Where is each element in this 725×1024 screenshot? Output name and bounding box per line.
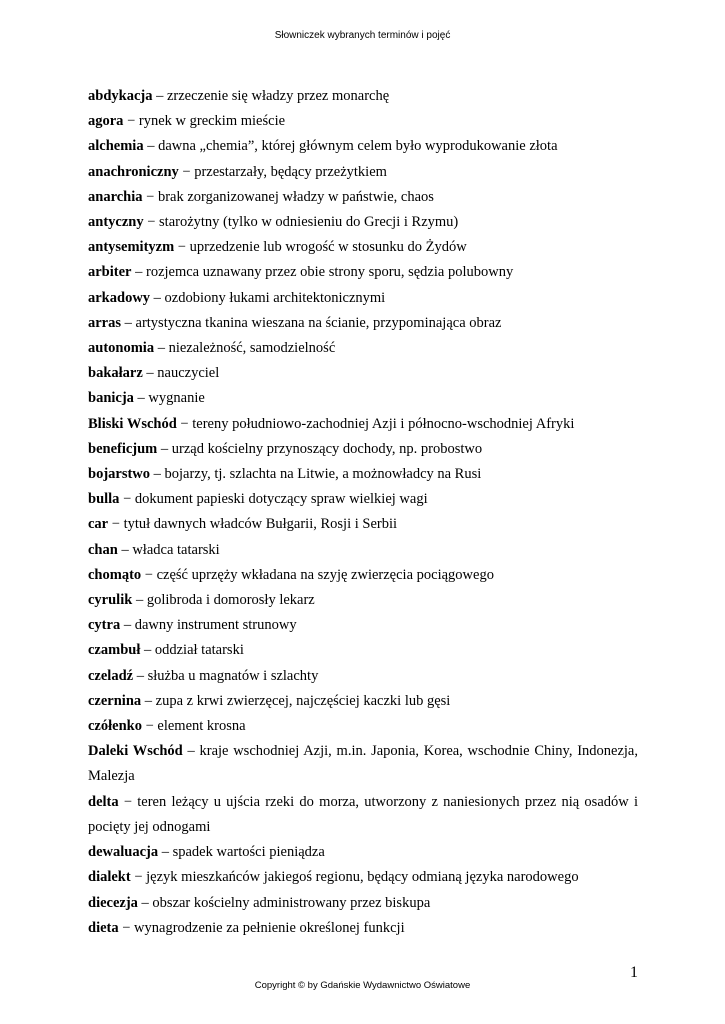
glossary-separator: − [176, 415, 193, 432]
glossary-entry [88, 891, 638, 916]
glossary-definition: starożytny (tylko w odniesieniu do Grecji i Rzymu) [159, 214, 459, 231]
glossary-definition: uprzedzenie lub wrogość w stosunku do Żydów [189, 239, 467, 256]
glossary-definition: dokument papieski dotyczący spraw wielkiej wagi [134, 491, 428, 508]
glossary-entry [88, 664, 638, 689]
glossary-definition: obszar kościelny administrowany przez biskupa [152, 894, 431, 911]
glossary-separator: – [158, 844, 173, 861]
glossary-term: beneficjum [88, 440, 158, 457]
glossary-definition: ozdobiony łukami architektonicznymi [164, 289, 386, 306]
glossary-separator: − [130, 869, 147, 886]
glossary-definition: nauczyciel [157, 365, 220, 382]
glossary-term: czambuł [88, 642, 141, 659]
glossary-term: banicja [88, 390, 134, 407]
glossary-entry [88, 109, 638, 134]
glossary-separator: − [108, 516, 124, 533]
glossary-entry [88, 588, 638, 613]
glossary-separator: – [140, 642, 155, 659]
glossary-entry [88, 840, 638, 865]
glossary-term: dewaluacja [88, 844, 159, 861]
glossary-separator: − [143, 214, 160, 231]
glossary-list [88, 84, 638, 941]
glossary-separator: − [118, 919, 135, 936]
glossary-definition: teren leżący u ujścia rzeki do morza, utworzony z naniesionych przez nią osadów i pocięty jej odnogami [88, 793, 638, 835]
glossary-term: arkadowy [88, 289, 151, 306]
glossary-separator: – [150, 466, 165, 483]
glossary-term: delta [88, 793, 119, 810]
glossary-definition: rozjemca uznawany przez obie strony sporu, sędzia polubowny [145, 264, 514, 281]
glossary-term: Bliski Wschód [88, 415, 177, 432]
glossary-separator: – [152, 88, 167, 104]
glossary-term: arras [88, 314, 122, 331]
glossary-definition: zrzeczenie się władzy przez monarchę [166, 88, 390, 104]
glossary-entry [88, 638, 638, 663]
glossary-entry [88, 538, 638, 563]
glossary-definition: zupa z krwi zwierzęcej, najczęściej kaczki lub gęsi [155, 692, 451, 709]
glossary-definition: kraje wschodniej Azji, m.in. Japonia, Korea, wschodnie Chiny, Indonezja, Malezja [88, 743, 638, 785]
glossary-entry [88, 160, 638, 185]
glossary-separator: − [119, 491, 135, 508]
glossary-term: diecezja [88, 894, 138, 911]
glossary-term: bojarstwo [88, 466, 151, 483]
glossary-entry [88, 260, 638, 285]
glossary-definition: oddział tatarski [154, 642, 244, 659]
glossary-term: car [88, 516, 109, 533]
glossary-entry [88, 361, 638, 386]
glossary-definition: władca tatarski [132, 541, 220, 558]
glossary-entry [88, 613, 638, 638]
glossary-separator: − [141, 718, 158, 735]
glossary-entry [88, 134, 638, 159]
glossary-term: czeladź [88, 667, 134, 684]
glossary-entry [88, 865, 638, 890]
glossary-entry [88, 412, 638, 437]
glossary-entry [88, 916, 638, 941]
glossary-entry [88, 336, 638, 361]
glossary-definition: urząd kościelny przynoszący dochody, np. probostwo [171, 440, 483, 457]
glossary-term: anachroniczny [88, 163, 179, 180]
glossary-definition: dawny instrument strunowy [134, 617, 297, 634]
glossary-entry [88, 462, 638, 487]
glossary-term: antysemityzm [88, 239, 175, 256]
glossary-definition: bojarzy, tj. szlachta na Litwie, a możnowładcy na Rusi [164, 466, 482, 483]
glossary-separator: – [141, 692, 156, 709]
glossary-term: agora [88, 113, 124, 130]
glossary-separator: – [143, 138, 159, 155]
glossary-definition: część uprzęży wkładana na szyję zwierzęcia pociągowego [156, 566, 494, 583]
glossary-term: bulla [88, 491, 120, 508]
glossary-separator: – [157, 440, 172, 457]
glossary-definition: tytuł dawnych władców Bułgarii, Rosji i Serbii [123, 516, 398, 533]
glossary-separator: − [178, 163, 195, 180]
glossary-term: chan [88, 541, 118, 558]
glossary-separator: – [120, 617, 135, 634]
glossary-term: autonomia [88, 340, 155, 357]
glossary-separator: – [182, 743, 200, 760]
glossary-entry [88, 487, 638, 512]
glossary-term: alchemia [88, 138, 144, 155]
glossary-term: bakałarz [88, 365, 143, 382]
glossary-entry [88, 563, 638, 588]
glossary-separator: – [133, 667, 148, 684]
glossary-separator: – [142, 365, 158, 382]
glossary-entry [88, 790, 638, 840]
glossary-separator: − [118, 793, 138, 810]
glossary-separator: − [174, 239, 190, 256]
glossary-term: dialekt [88, 869, 131, 886]
glossary-term: anarchia [88, 188, 143, 205]
glossary-separator: − [142, 188, 158, 205]
glossary-separator: – [121, 314, 136, 331]
glossary-definition: brak zorganizowanej władzy w państwie, chaos [157, 188, 434, 205]
glossary-definition: rynek w greckim mieście [138, 113, 286, 130]
glossary-term: czernina [88, 692, 142, 709]
glossary-term: Daleki Wschód [88, 743, 183, 760]
glossary-definition: tereny południowo-zachodniej Azji i północno-wschodniej Afryki [192, 415, 575, 432]
glossary-term: chomąto [88, 566, 142, 583]
page-number: 1 [630, 964, 638, 981]
glossary-separator: – [154, 340, 169, 357]
glossary-entry [88, 210, 638, 235]
glossary-definition: służba u magnatów i szlachty [147, 667, 319, 684]
glossary-definition: niezależność, samodzielność [168, 340, 336, 357]
glossary-separator: – [137, 894, 153, 911]
glossary-definition: przestarzały, będący przeżytkiem [194, 163, 387, 180]
glossary-entry [88, 84, 638, 109]
page-header: Słowniczek wybranych terminów i pojęć [274, 30, 451, 41]
glossary-term: antyczny [88, 214, 144, 231]
glossary-separator: – [150, 289, 165, 306]
glossary-entry [88, 185, 638, 210]
page-footer-copyright: Copyright © by Gdańskie Wydawnictwo Oświatowe [254, 980, 471, 991]
glossary-entry [88, 714, 638, 739]
glossary-term: cyrulik [88, 592, 133, 609]
glossary-definition: golibroda i domorosły lekarz [146, 592, 315, 609]
glossary-separator: − [141, 566, 157, 583]
glossary-term: arbiter [88, 264, 132, 281]
glossary-entry [88, 286, 638, 311]
glossary-term: abdykacja [88, 88, 153, 104]
glossary-definition: język mieszkańców jakiegoś regionu, będący odmianą języka narodowego [146, 869, 579, 886]
glossary-term: dieta [88, 919, 119, 936]
glossary-entry [88, 512, 638, 537]
glossary-entry [88, 739, 638, 789]
glossary-separator: – [131, 264, 146, 281]
glossary-definition: dawna „chemia”, której głównym celem było wyprodukowanie złota [158, 138, 558, 155]
glossary-term: cytra [88, 617, 121, 634]
glossary-separator: – [133, 390, 149, 407]
glossary-separator: – [132, 592, 147, 609]
glossary-definition: element krosna [157, 718, 246, 735]
glossary-entry [88, 689, 638, 714]
glossary-entry [88, 386, 638, 411]
glossary-definition: artystyczna tkanina wieszana na ścianie, przypominająca obraz [135, 314, 502, 331]
glossary-term: czółenko [88, 718, 142, 735]
glossary-definition: spadek wartości pieniądza [172, 844, 325, 861]
glossary-separator: – [117, 541, 133, 558]
glossary-entry [88, 437, 638, 462]
glossary-separator: − [123, 113, 139, 130]
glossary-definition: wygnanie [148, 390, 205, 407]
glossary-definition: wynagrodzenie za pełnienie określonej funkcji [134, 919, 405, 936]
glossary-entry [88, 311, 638, 336]
glossary-entry [88, 235, 638, 260]
